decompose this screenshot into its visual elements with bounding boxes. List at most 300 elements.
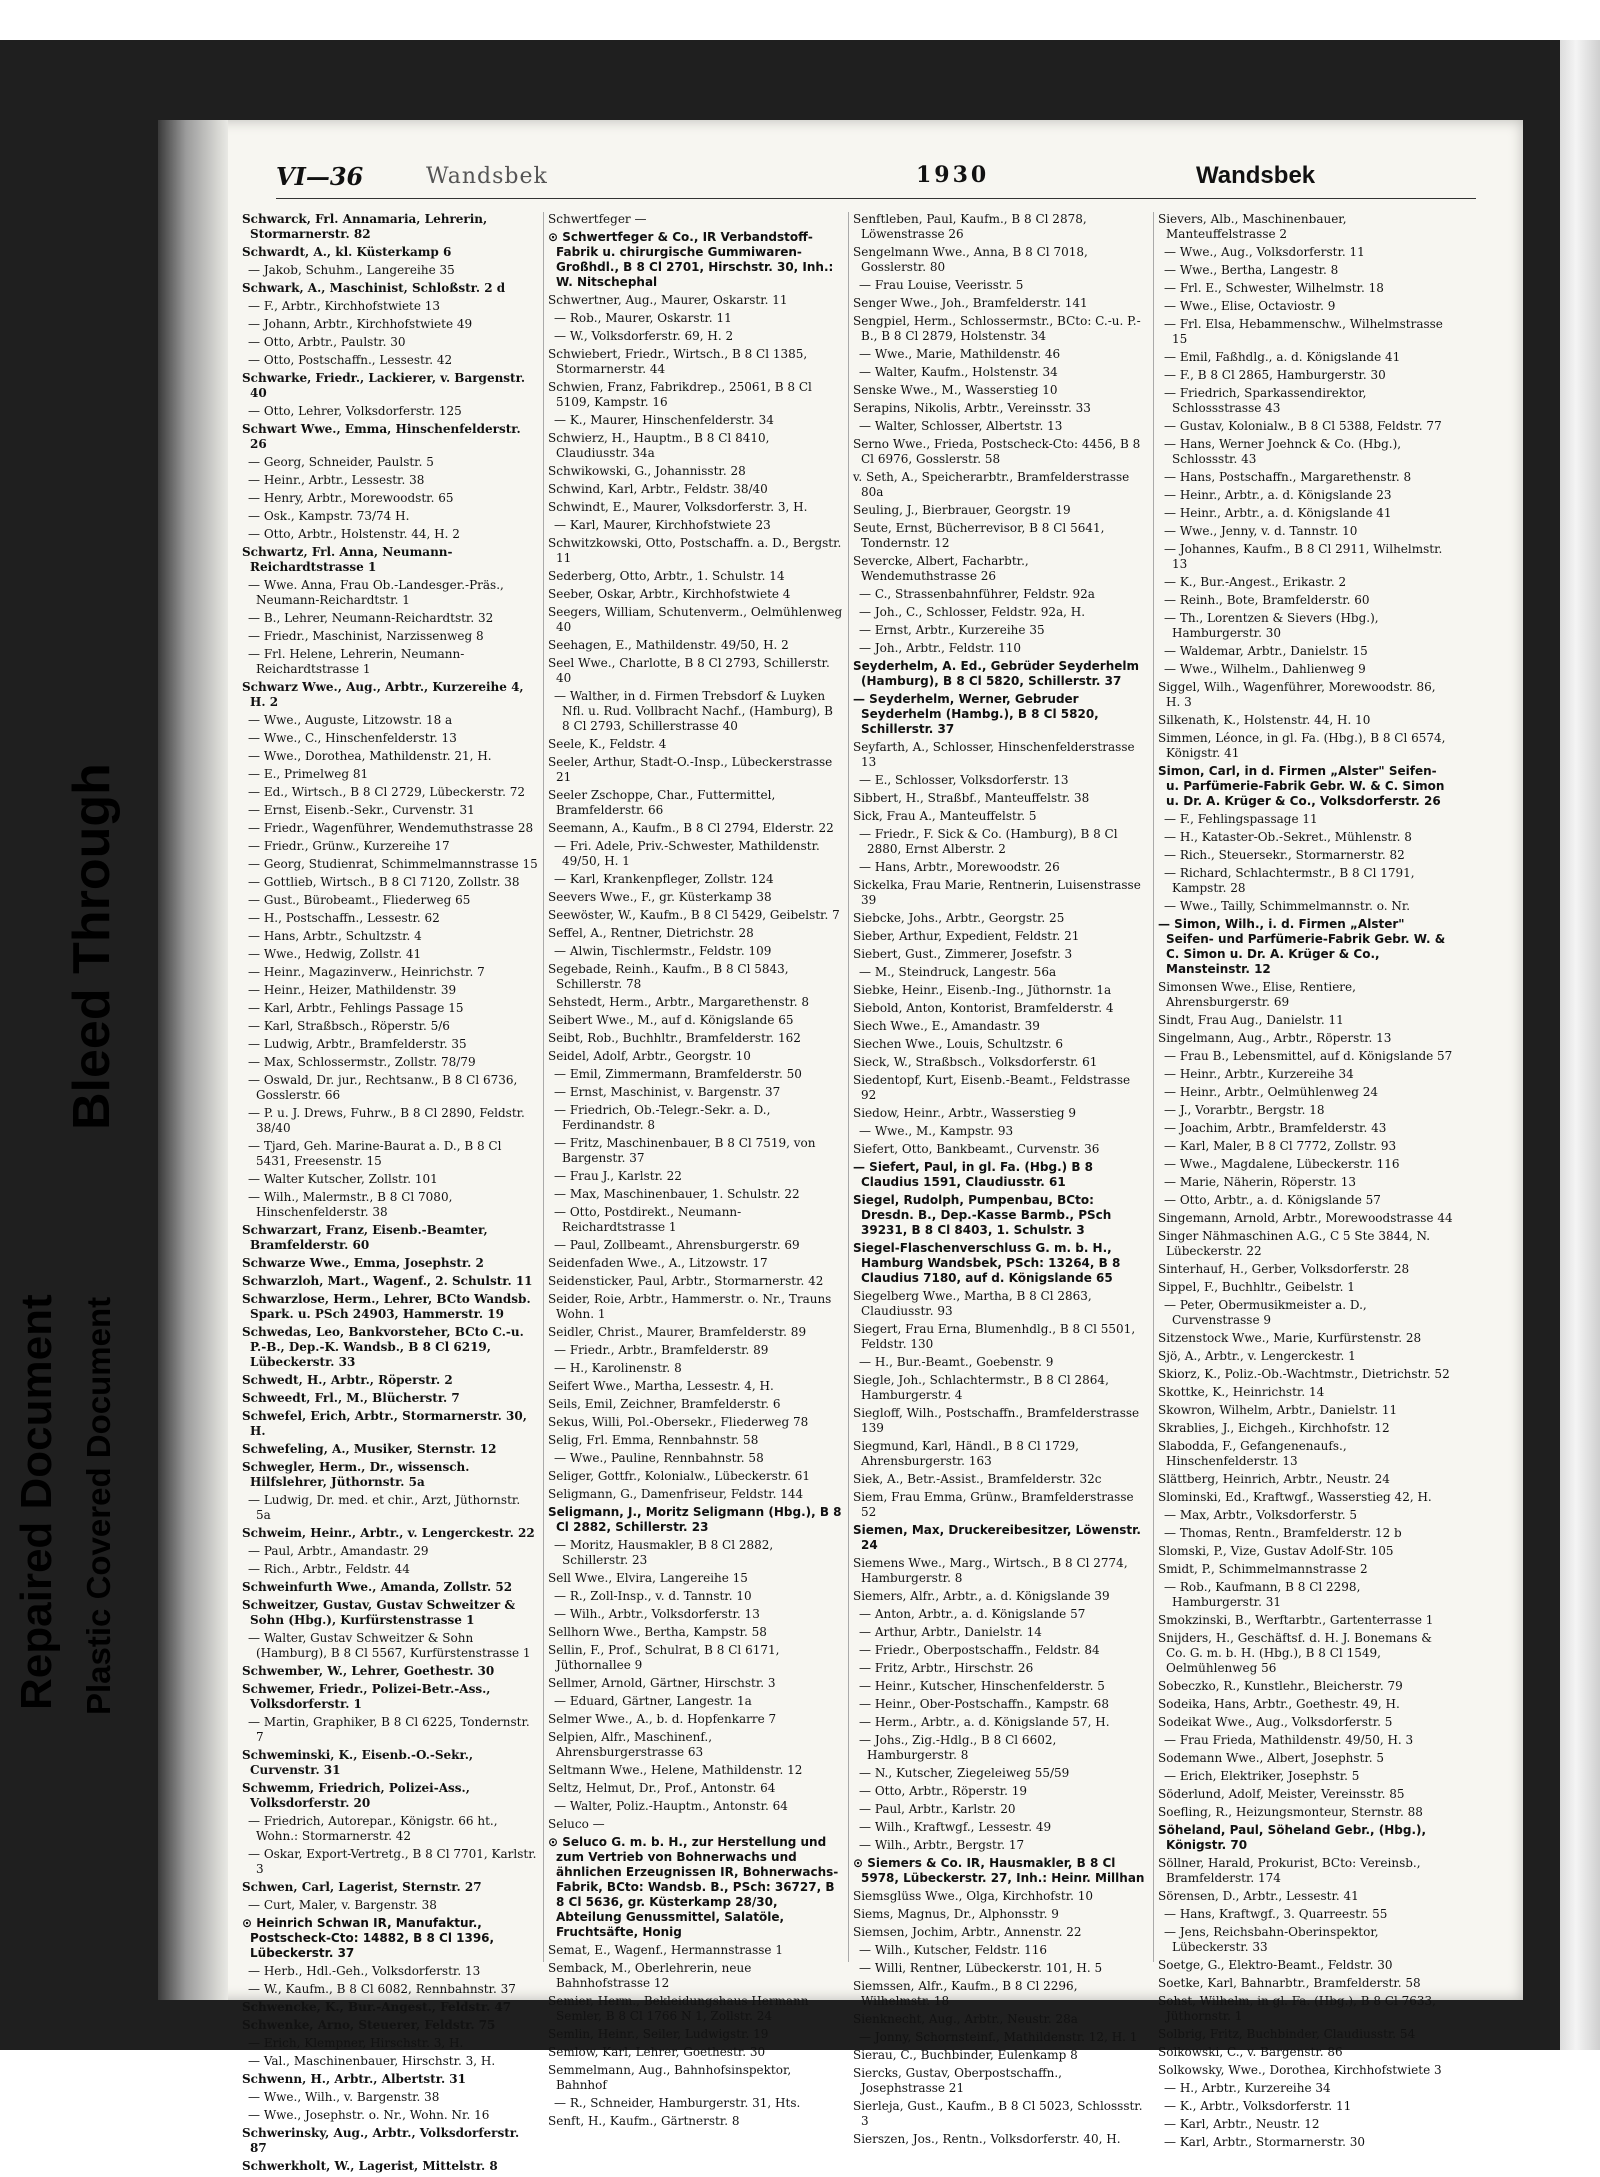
directory-entry: — Wwe., Josephstr. o. Nr., Wohn. Nr. 16 bbox=[248, 2108, 490, 2122]
directory-entry: — Willi, Rentner, Lübeckerstr. 101, H. 5 bbox=[859, 1961, 1103, 1975]
directory-entry: Schwarzart, Franz, Eisenb.-Beamter, Bramfelderstr. 60 bbox=[242, 1223, 488, 1252]
directory-entry: — E., Schlosser, Volksdorferstr. 13 bbox=[859, 773, 1069, 787]
page-number: VI—36 bbox=[276, 162, 364, 191]
directory-entry: Schwikowski, G., Johannisstr. 28 bbox=[548, 464, 746, 478]
directory-entry: Smokzinski, B., Werftarbtr., Gartenterrasse 1 bbox=[1158, 1613, 1434, 1627]
directory-entry: — Wwe., Pauline, Rennbahnstr. 58 bbox=[554, 1451, 764, 1465]
directory-entry: — Wwe., Auguste, Litzowstr. 18 a bbox=[248, 713, 453, 727]
directory-entry: Schwedas, Leo, Bankvorsteher, BCto C.-u. P.-B., Dep.-K. Wandsb., B 8 Cl 6219, Lübeckerstr. 33 bbox=[242, 1325, 524, 1369]
directory-entry: Semlin, Heinr., Seiler, Ludwigstr. 19 bbox=[548, 2027, 769, 2041]
directory-entry: Schwarzloh, Mart., Wagenf., 2. Schulstr. 11 bbox=[242, 1274, 533, 1288]
directory-entry: — Arthur, Arbtr., Danielstr. 14 bbox=[859, 1625, 1042, 1639]
directory-entry: Senft, H., Kaufm., Gärtnerstr. 8 bbox=[548, 2114, 740, 2128]
directory-entry: — Wilh., Arbtr., Bergstr. 17 bbox=[859, 1838, 1025, 1852]
directory-entry: — K., Arbtr., Volksdorferstr. 11 bbox=[1164, 2099, 1352, 2113]
directory-entry: Solkowski, C., v. Bargenstr. 86 bbox=[1158, 2045, 1343, 2059]
directory-entry: Schwarke, Friedr., Lackierer, v. Bargenstr. 40 bbox=[242, 371, 525, 400]
directory-entry: Seel Wwe., Charlotte, B 8 Cl 2793, Schillerstr. 40 bbox=[548, 656, 830, 685]
page-edge-strip bbox=[1560, 40, 1600, 2050]
directory-entry: — Karl, Maler, B 8 Cl 7772, Zollstr. 93 bbox=[1164, 1139, 1397, 1153]
directory-entry: Schwerkholt, W., Lagerist, Mittelstr. 8 bbox=[242, 2159, 498, 2173]
directory-entry: Seibert Wwe., M., auf d. Königslande 65 bbox=[548, 1013, 794, 1027]
directory-entry: Sick, Frau A., Manteuffelstr. 5 bbox=[853, 809, 1037, 823]
directory-entry: — Hans, Werner Joehnck & Co. (Hbg.), Schlossstr. 43 bbox=[1164, 437, 1402, 466]
directory-entry: — Alwin, Tischlermstr., Feldstr. 109 bbox=[554, 944, 772, 958]
directory-entry: ⊙ Schwertfeger & Co., IR Verbandstoff-Fabrik u. chirurgische Gummiwaren-Großhdl., B 8 Cl 2701, Hirschstr. 30, Inh.: W. Nitschephal bbox=[548, 230, 834, 289]
directory-entry: — Karl, Arbtr., Stormarnerstr. 30 bbox=[1164, 2135, 1366, 2149]
directory-entry: — Karl, Maurer, Kirchhofstwiete 23 bbox=[554, 518, 771, 532]
directory-entry: Seifert Wwe., Martha, Lessestr. 4, H. bbox=[548, 1379, 774, 1393]
directory-entry: — F., Arbtr., Kirchhofstwiete 13 bbox=[248, 299, 441, 313]
directory-entry: ⊙ Siemers & Co. IR, Hausmakler, B 8 Cl 5978, Lübeckerstr. 27, Inh.: Heinr. Millhan bbox=[853, 1856, 1145, 1885]
directory-entry: — Tjard, Geh. Marine-Baurat a. D., B 8 Cl 5431, Freesenstr. 15 bbox=[248, 1139, 502, 1168]
directory-entry: — Heinr., Arbtr., Lessestr. 38 bbox=[248, 473, 425, 487]
directory-entry: Seidenfaden Wwe., A., Litzowstr. 17 bbox=[548, 1256, 768, 1270]
directory-entry: — Georg, Schneider, Paulstr. 5 bbox=[248, 455, 434, 469]
directory-entry: Seyderhelm, A. Ed., Gebrüder Seyderhelm (Hamburg), B 8 Cl 5820, Schillerstr. 37 bbox=[853, 659, 1140, 688]
directory-entry: — Oskar, Export-Vertretg., B 8 Cl 7701, Karlstr. 3 bbox=[248, 1847, 537, 1876]
directory-entry: Schwart Wwe., Emma, Hinschenfelderstr. 26 bbox=[242, 422, 521, 451]
directory-entry: — Friedr., Maschinist, Narzissenweg 8 bbox=[248, 629, 484, 643]
directory-entry: — Georg, Studienrat, Schimmelmannstrasse 15 bbox=[248, 857, 538, 871]
directory-entry: — Seyderhelm, Werner, Gebruder Seyderhelm (Hambg.), B 8 Cl 5820, Schillerstr. 37 bbox=[853, 692, 1099, 736]
directory-entry: Severcke, Albert, Facharbtr., Wendemuthstrasse 26 bbox=[853, 554, 1029, 583]
directory-entry: Siegmund, Karl, Händl., B 8 Cl 1729, Ahrensburgerstr. 163 bbox=[853, 1439, 1079, 1468]
directory-entry: Solbrig, Fritz, Buchbinder, Claudiusstr. 54 bbox=[1158, 2027, 1416, 2041]
directory-entry: — Johs., Zig.-Hdlg., B 8 Cl 6602, Hamburgerstr. 8 bbox=[859, 1733, 1057, 1762]
directory-entry: — Herb., Hdl.-Geh., Volksdorferstr. 13 bbox=[248, 1964, 481, 1978]
directory-entry: — Rich., Arbtr., Feldstr. 44 bbox=[248, 1562, 410, 1576]
directory-entry: Serno Wwe., Frieda, Postscheck-Cto: 4456, B 8 Cl 6976, Gosslerstr. 58 bbox=[853, 437, 1141, 466]
directory-entry: — Heinr., Heizer, Mathildenstr. 39 bbox=[248, 983, 457, 997]
directory-entry: Schwind, Karl, Arbtr., Feldstr. 38/40 bbox=[548, 482, 768, 496]
directory-entry: — Reinh., Bote, Bramfelderstr. 60 bbox=[1164, 593, 1370, 607]
directory-entry: Söllner, Harald, Prokurist, BCto: Vereinsb., Bramfelderstr. 174 bbox=[1158, 1856, 1421, 1885]
directory-entry: Sinterhauf, H., Gerber, Volksdorferstr. 28 bbox=[1158, 1262, 1410, 1276]
directory-entry: Siebold, Anton, Kontorist, Bramfelderstr. 4 bbox=[853, 1001, 1114, 1015]
directory-entry: — E., Primelweg 81 bbox=[248, 767, 369, 781]
directory-entry: Senftleben, Paul, Kaufm., B 8 Cl 2878, Löwenstrasse 26 bbox=[853, 212, 1087, 241]
directory-entry: Seeler, Arthur, Stadt-O.-Insp., Lübeckerstrasse 21 bbox=[548, 755, 833, 784]
directory-entry: Schwedt, H., Arbtr., Röperstr. 2 bbox=[242, 1373, 453, 1387]
directory-entry: Skowron, Wilhelm, Arbtr., Danielstr. 11 bbox=[1158, 1403, 1398, 1417]
directory-entry: — Wwe., Wilhelm., Dahlienweg 9 bbox=[1164, 662, 1366, 676]
directory-entry: ⊙ Heinrich Schwan IR, Manufaktur., Postscheck-Cto: 14882, B 8 Cl 1396, Lübeckerstr. 37 bbox=[242, 1916, 495, 1960]
directory-entry: — Thomas, Rentn., Bramfelderstr. 12 b bbox=[1164, 1526, 1402, 1540]
directory-entry: Siegloff, Wilh., Postschaffn., Bramfelderstrasse 139 bbox=[853, 1406, 1140, 1435]
directory-entry: — Paul, Arbtr., Karlstr. 20 bbox=[859, 1802, 1016, 1816]
directory-entry: Seffel, A., Rentner, Dietrichstr. 28 bbox=[548, 926, 754, 940]
directory-entry: Semback, M., Oberlehrerin, neue Bahnhofstrasse 12 bbox=[548, 1961, 752, 1990]
directory-entry: — Ludwig, Arbtr., Bramfelderstr. 35 bbox=[248, 1037, 467, 1051]
directory-entry: Söheland, Paul, Söheland Gebr., (Hbg.), Königstr. 70 bbox=[1158, 1823, 1427, 1852]
directory-entry: Seeler Zschoppe, Char., Futtermittel, Bramfelderstr. 66 bbox=[548, 788, 776, 817]
directory-entry: Sippel, F., Buchhltr., Geibelstr. 1 bbox=[1158, 1280, 1355, 1294]
directory-entry: — Ernst, Eisenb.-Sekr., Curvenstr. 31 bbox=[248, 803, 475, 817]
directory-entry: Semier, Herm., Bekleidungshaus Hermann Semler, B 8 Cl 1766 N 1, Zollstr. 24 bbox=[548, 1994, 809, 2023]
directory-entry: Seluco — bbox=[548, 1817, 605, 1831]
directory-entry: Seidensticker, Paul, Arbtr., Stormarnerstr. 42 bbox=[548, 1274, 824, 1288]
directory-entry: — W., Volksdorferstr. 69, H. 2 bbox=[554, 329, 734, 343]
directory-entry: Seehagen, E., Mathildenstr. 49/50, H. 2 bbox=[548, 638, 789, 652]
directory-entry: — Gustav, Kolonialw., B 8 Cl 5388, Feldstr. 77 bbox=[1164, 419, 1442, 433]
directory-column-3 bbox=[848, 212, 1148, 2146]
directory-entry: Siefert, Otto, Bankbeamt., Curvenstr. 36 bbox=[853, 1142, 1100, 1156]
page-header bbox=[276, 158, 1476, 199]
directory-entry: Soetge, G., Elektro-Beamt., Feldstr. 30 bbox=[1158, 1958, 1393, 1972]
directory-entry: Siggel, Wilh., Wagenführer, Morewoodstr. 86, H. 3 bbox=[1158, 680, 1436, 709]
directory-entry: Seligmann, J., Moritz Seligmann (Hbg.), B 8 Cl 2882, Schillerstr. 23 bbox=[548, 1505, 842, 1534]
directory-entry: — Karl, Krankenpfleger, Zollstr. 124 bbox=[554, 872, 774, 886]
directory-entry: — H., Karolinenstr. 8 bbox=[554, 1361, 682, 1375]
directory-entry: Sengelmann Wwe., Anna, B 8 Cl 7018, Gosslerstr. 80 bbox=[853, 245, 1088, 274]
directory-entry: Sierleja, Gust., Kaufm., B 8 Cl 5023, Schlossstr. 3 bbox=[853, 2099, 1143, 2128]
directory-entry: — Rich., Steuersekr., Stormarnerstr. 82 bbox=[1164, 848, 1405, 862]
directory-entry: Siemsen, Jochim, Arbtr., Annenstr. 22 bbox=[853, 1925, 1082, 1939]
directory-entry: Sibbert, H., Straßbf., Manteuffelstr. 38 bbox=[853, 791, 1090, 805]
directory-entry: Schwartz, Frl. Anna, Neumann-Reichardtstrasse 1 bbox=[242, 545, 453, 574]
directory-entry: Siegel, Rudolph, Pumpenbau, BCto: Dresdn. B., Dep.-Kasse Barmb., PSch 39231, B 8 Cl 8403, 1. Schulstr. 3 bbox=[853, 1193, 1112, 1237]
directory-entry: — Wilh., Kraftwgf., Lessestr. 49 bbox=[859, 1820, 1052, 1834]
directory-entry: Sickelka, Frau Marie, Rentnerin, Luisenstrasse 39 bbox=[853, 878, 1141, 907]
directory-entry: — Heinr., Kutscher, Hinschenfelderstr. 5 bbox=[859, 1679, 1105, 1693]
directory-entry: — Heinr., Arbtr., Kurzereihe 34 bbox=[1164, 1067, 1354, 1081]
directory-entry: Sieber, Arthur, Expedient, Feldstr. 21 bbox=[853, 929, 1080, 943]
directory-entry: Sellin, F., Prof., Schulrat, B 8 Cl 6171, Jüthornallee 9 bbox=[548, 1643, 780, 1672]
directory-entry: — Frl. Helene, Lehrerin, Neumann-Reichardtstrasse 1 bbox=[248, 647, 465, 676]
directory-entry: — Wwe., M., Kampstr. 93 bbox=[859, 1124, 1014, 1138]
directory-entry: — Curt, Maler, v. Bargenstr. 38 bbox=[248, 1898, 437, 1912]
directory-entry: Sekus, Willi, Pol.-Obersekr., Fliederweg 78 bbox=[548, 1415, 809, 1429]
directory-entry: — Friedr., Grünw., Kurzereihe 17 bbox=[248, 839, 450, 853]
directory-entry: Solkowsky, Wwe., Dorothea, Kirchhofstwiete 3 bbox=[1158, 2063, 1442, 2077]
directory-entry: Schwenke, Arno, Steuerer, Feldstr. 75 bbox=[242, 2018, 496, 2032]
directory-entry: — Heinr., Arbtr., a. d. Königslande 23 bbox=[1164, 488, 1392, 502]
directory-entry: Schwarze Wwe., Emma, Josephstr. 2 bbox=[242, 1256, 484, 1270]
directory-entry: Schwarzlose, Herm., Lehrer, BCto Wandsb. Spark. u. PSch 24903, Hammerstr. 19 bbox=[242, 1292, 531, 1321]
directory-entry: Sellmer, Arnold, Gärtner, Hirschstr. 3 bbox=[548, 1676, 776, 1690]
directory-entry: — K., Bur.-Angest., Erikastr. 2 bbox=[1164, 575, 1347, 589]
directory-entry: — Frau J., Karlstr. 22 bbox=[554, 1169, 682, 1183]
directory-entry: Schwerinsky, Aug., Arbtr., Volksdorferstr. 87 bbox=[242, 2126, 520, 2155]
directory-entry: Singemann, Arnold, Arbtr., Morewoodstrasse 44 bbox=[1158, 1211, 1453, 1225]
directory-entry: Seevers Wwe., F., gr. Küsterkamp 38 bbox=[548, 890, 772, 904]
directory-entry: — Max, Maschinenbauer, 1. Schulstr. 22 bbox=[554, 1187, 800, 1201]
directory-entry: — Otto, Postschaffn., Lessestr. 42 bbox=[248, 353, 453, 367]
directory-entry: Seele, K., Feldstr. 4 bbox=[548, 737, 667, 751]
directory-entry: Siercks, Gustav, Oberpostschaffn., Josephstrasse 21 bbox=[853, 2066, 1062, 2095]
directory-entry: — H., Postschaffn., Lessestr. 62 bbox=[248, 911, 440, 925]
directory-entry: — Walter Kutscher, Zollstr. 101 bbox=[248, 1172, 438, 1186]
directory-entry: — Otto, Arbtr., Röperstr. 19 bbox=[859, 1784, 1027, 1798]
directory-entry: — Joachim, Arbtr., Bramfelderstr. 43 bbox=[1164, 1121, 1387, 1135]
directory-entry: — R., Zoll-Insp., v. d. Tannstr. 10 bbox=[554, 1589, 752, 1603]
directory-entry: — Walter, Gustav Schweitzer & Sohn (Hamburg), B 8 Cl 5567, Kurfürstenstrasse 1 bbox=[248, 1631, 531, 1660]
directory-entry: Siegert, Frau Erna, Blumenhdlg., B 8 Cl 5501, Feldstr. 130 bbox=[853, 1322, 1136, 1351]
directory-entry: — Wwe., Jenny, v. d. Tannstr. 10 bbox=[1164, 524, 1358, 538]
directory-entry: Selpien, Alfr., Maschinenf., Ahrensburgerstrasse 63 bbox=[548, 1730, 713, 1759]
directory-entry: Sengpiel, Herm., Schlossermstr., BCto: C.-u. P.-B., B 8 Cl 2879, Holstenstr. 34 bbox=[853, 314, 1141, 343]
directory-column-1 bbox=[238, 212, 538, 2173]
directory-entry: Sederberg, Otto, Arbtr., 1. Schulstr. 14 bbox=[548, 569, 785, 583]
bleed-through-label: Bleed Through bbox=[63, 763, 121, 1130]
directory-entry: Smidt, P., Schimmelmannstrasse 2 bbox=[1158, 1562, 1368, 1576]
directory-entry: — Heinr., Magazinverw., Heinrichstr. 7 bbox=[248, 965, 485, 979]
directory-entry: Slominski, Ed., Kraftwgf., Wasserstieg 42, H. bbox=[1158, 1490, 1432, 1504]
directory-entry: Semlow, Karl, Lehrer, Goethestr. 30 bbox=[548, 2045, 766, 2059]
directory-entry: Skrablies, J., Eichgeh., Kirchhofstr. 12 bbox=[1158, 1421, 1390, 1435]
directory-entry: Seegers, William, Schutenverm., Oelmühlenweg 40 bbox=[548, 605, 843, 634]
directory-entry: — Wwe., Aug., Volksdorferstr. 11 bbox=[1164, 245, 1365, 259]
directory-entry: — Otto, Postdirekt., Neumann-Reichardtstrasse 1 bbox=[554, 1205, 742, 1234]
directory-entry: — F., Fehlingspassage 11 bbox=[1164, 812, 1318, 826]
directory-entry: Selig, Frl. Emma, Rennbahnstr. 58 bbox=[548, 1433, 759, 1447]
directory-entry: — M., Steindruck, Langestr. 56a bbox=[859, 965, 1057, 979]
directory-entry: Seute, Ernst, Bücherrevisor, B 8 Cl 5641, Tondernstr. 12 bbox=[853, 521, 1105, 550]
directory-entry: Siebert, Gust., Zimmerer, Josefstr. 3 bbox=[853, 947, 1073, 961]
directory-entry: Seltmann Wwe., Helene, Mathildenstr. 12 bbox=[548, 1763, 803, 1777]
directory-entry: Schwark, A., Maschinist, Schloßstr. 2 d bbox=[242, 281, 506, 295]
directory-entry: Semat, E., Wagenf., Hermannstrasse 1 bbox=[548, 1943, 783, 1957]
directory-entry: Schweedt, Frl., M., Blücherstr. 7 bbox=[242, 1391, 460, 1405]
directory-entry: Simmen, Léonce, in gl. Fa. (Hbg.), B 8 Cl 6574, Königstr. 41 bbox=[1158, 731, 1446, 760]
directory-entry: — Joh., Arbtr., Feldstr. 110 bbox=[859, 641, 1022, 655]
directory-entry: Schwarz Wwe., Aug., Arbtr., Kurzereihe 4, H. 2 bbox=[242, 680, 524, 709]
directory-entry: — Walther, in d. Firmen Trebsdorf & Luyken Nfl. u. Rud. Vollbracht Nachf., (Hamburg), B 8 Cl 2793, Schillerstrasse 40 bbox=[554, 689, 833, 733]
directory-entry: — Wwe., C., Hinschenfelderstr. 13 bbox=[248, 731, 457, 745]
directory-entry: — Ernst, Arbtr., Kurzereihe 35 bbox=[859, 623, 1045, 637]
directory-entry: — Erich, Elektriker, Josephstr. 5 bbox=[1164, 1769, 1360, 1783]
directory-entry: Siebcke, Johs., Arbtr., Georgstr. 25 bbox=[853, 911, 1065, 925]
directory-entry: — Ludwig, Dr. med. et chir., Arzt, Jüthornstr. 5a bbox=[248, 1493, 521, 1522]
directory-entry: — Fritz, Arbtr., Hirschstr. 26 bbox=[859, 1661, 1034, 1675]
directory-entry: — Simon, Wilh., i. d. Firmen „Alster" Seifen- und Parfümerie-Fabrik Gebr. W. & C. Simon u. Dr. A. Krüger & Co., Mansteinstr. 12 bbox=[1158, 917, 1446, 976]
directory-entry: — W., Kaufm., B 8 Cl 6082, Rennbahnstr. 37 bbox=[248, 1982, 516, 1996]
directory-entry: — Otto, Arbtr., a. d. Königslande 57 bbox=[1164, 1193, 1381, 1207]
directory-entry: Siegel-Flaschenverschluss G. m. b. H., Hamburg Wandsbek, PSch: 13264, B 8 Claudius 7180, auf d. Königslande 65 bbox=[853, 1241, 1121, 1285]
directory-entry: v. Seth, A., Speicherarbtr., Bramfelderstrasse 80a bbox=[853, 470, 1130, 499]
directory-entry: Sodeikat Wwe., Aug., Volksdorferstr. 5 bbox=[1158, 1715, 1393, 1729]
directory-entry: Siemsglüss Wwe., Olga, Kirchhofstr. 10 bbox=[853, 1889, 1094, 1903]
directory-entry: — Joh., C., Schlosser, Feldstr. 92a, H. bbox=[859, 605, 1086, 619]
directory-entry: — Herm., Arbtr., a. d. Königslande 57, H. bbox=[859, 1715, 1110, 1729]
directory-entry: Serapins, Nikolis, Arbtr., Vereinsstr. 33 bbox=[853, 401, 1091, 415]
plastic-covered-label: Plastic Covered Document bbox=[80, 1296, 117, 1715]
directory-entry: Schwiebert, Friedr., Wirtsch., B 8 Cl 1385, Stormarnerstr. 44 bbox=[548, 347, 808, 376]
directory-entry: Schweitzer, Gustav, Gustav Schweitzer & Sohn (Hbg.), Kurfürstenstrasse 1 bbox=[242, 1598, 516, 1627]
directory-entry: Singelmann, Aug., Arbtr., Röperstr. 13 bbox=[1158, 1031, 1392, 1045]
directory-entry: Seils, Emil, Zeichner, Bramfelderstr. 6 bbox=[548, 1397, 781, 1411]
directory-entry: Seeber, Oskar, Arbtr., Kirchhofstwiete 4 bbox=[548, 587, 791, 601]
directory-entry: — Friedrich, Ob.-Telegr.-Sekr. a. D., Ferdinandstr. 8 bbox=[554, 1103, 771, 1132]
directory-columns bbox=[238, 212, 1508, 2173]
directory-entry: — Johannes, Kaufm., B 8 Cl 2911, Wilhelmstr. 13 bbox=[1164, 542, 1443, 571]
directory-entry: Soefling, R., Heizungsmonteur, Sternstr. 88 bbox=[1158, 1805, 1423, 1819]
directory-entry: Soetke, Karl, Bahnarbtr., Bramfelderstr. 58 bbox=[1158, 1976, 1421, 1990]
directory-entry: Sitzenstock Wwe., Marie, Kurfürstenstr. 28 bbox=[1158, 1331, 1422, 1345]
directory-entry: — Martin, Graphiker, B 8 Cl 6225, Tondernstr. 7 bbox=[248, 1715, 530, 1744]
directory-entry: Siek, A., Betr.-Assist., Bramfelderstr. 32c bbox=[853, 1472, 1102, 1486]
directory-entry: — Karl, Straßbsch., Röperstr. 5/6 bbox=[248, 1019, 450, 1033]
directory-entry: — C., Strassenbahnführer, Feldstr. 92a bbox=[859, 587, 1095, 601]
directory-entry: Seidel, Adolf, Arbtr., Georgstr. 10 bbox=[548, 1049, 751, 1063]
directory-entry: — Friedr., Arbtr., Bramfelderstr. 89 bbox=[554, 1343, 769, 1357]
directory-entry: Schwardt, A., kl. Küsterkamp 6 bbox=[242, 245, 452, 259]
directory-entry: Siedow, Heinr., Arbtr., Wasserstieg 9 bbox=[853, 1106, 1076, 1120]
directory-entry: — Ernst, Maschinist, v. Bargenstr. 37 bbox=[554, 1085, 781, 1099]
directory-entry: — Jonny, Schornsteinf., Mathildenstr. 12, H. 1 bbox=[859, 2030, 1138, 2044]
directory-entry: — H., Arbtr., Kurzereihe 34 bbox=[1164, 2081, 1331, 2095]
directory-entry: — Eduard, Gärtner, Langestr. 1a bbox=[554, 1694, 752, 1708]
directory-entry: — Karl, Arbtr., Fehlings Passage 15 bbox=[248, 1001, 464, 1015]
directory-entry: Seider, Roie, Arbtr., Hammerstr. o. Nr., Trauns Wohn. 1 bbox=[548, 1292, 832, 1321]
directory-entry: — B., Lehrer, Neumann-Reichardtstr. 32 bbox=[248, 611, 494, 625]
directory-entry: Sodeika, Hans, Arbtr., Goethestr. 49, H. bbox=[1158, 1697, 1400, 1711]
directory-entry: — J., Vorarbtr., Bergstr. 18 bbox=[1164, 1103, 1325, 1117]
directory-entry: — Wwe., Hedwig, Zollstr. 41 bbox=[248, 947, 422, 961]
running-head: Wandsbek bbox=[426, 164, 548, 189]
directory-entry: Schwarck, Frl. Annamaria, Lehrerin, Stormarnerstr. 82 bbox=[242, 212, 488, 241]
directory-entry: Seyfarth, A., Schlosser, Hinschenfelderstrasse 13 bbox=[853, 740, 1135, 769]
directory-entry: — P. u. J. Drews, Fuhrw., B 8 Cl 2890, Feldstr. 38/40 bbox=[248, 1106, 525, 1135]
directory-entry: — R., Schneider, Hamburgerstr. 31, Hts. bbox=[554, 2096, 801, 2110]
directory-entry: Siemens Wwe., Marg., Wirtsch., B 8 Cl 2774, Hamburgerstr. 8 bbox=[853, 1556, 1128, 1585]
directory-entry: Schwitzkowski, Otto, Postschaffn. a. D., Bergstr. 11 bbox=[548, 536, 842, 565]
directory-entry: — H., Bur.-Beamt., Goebenstr. 9 bbox=[859, 1355, 1054, 1369]
directory-entry: Sierszen, Jos., Rentn., Volksdorferstr. 40, H. bbox=[853, 2132, 1121, 2146]
directory-entry: Seidler, Christ., Maurer, Bramfelderstr. 89 bbox=[548, 1325, 807, 1339]
directory-entry: — Jakob, Schuhm., Langereihe 35 bbox=[248, 263, 455, 277]
directory-entry: — Walter, Schlosser, Albertstr. 13 bbox=[859, 419, 1063, 433]
directory-entry: — Frau B., Lebensmittel, auf d. Königslande 57 bbox=[1164, 1049, 1453, 1063]
directory-entry: — Hans, Arbtr., Schultzstr. 4 bbox=[248, 929, 422, 943]
directory-entry: Schwemer, Friedr., Polizei-Betr.-Ass., Volksdorferstr. 1 bbox=[242, 1682, 491, 1711]
directory-entry: Slättberg, Heinrich, Arbtr., Neustr. 24 bbox=[1158, 1472, 1390, 1486]
directory-entry: Segebade, Reinh., Kaufm., B 8 Cl 5843, Schillerstr. 78 bbox=[548, 962, 789, 991]
directory-entry: — N., Kutscher, Ziegeleiweg 55/59 bbox=[859, 1766, 1070, 1780]
directory-entry: Siech Wwe., E., Amandastr. 39 bbox=[853, 1019, 1040, 1033]
directory-entry: Sohst, Wilhelm, in gl. Fa. (Hbg.), B 8 Cl 7633, Jüthornstr. 1 bbox=[1158, 1994, 1436, 2023]
directory-entry: Slomski, P., Vize, Gustav Adolf-Str. 105 bbox=[1158, 1544, 1394, 1558]
directory-entry: Skiorz, K., Poliz.-Ob.-Wachtmstr., Dietrichstr. 52 bbox=[1158, 1367, 1450, 1381]
directory-entry: Sindt, Frau Aug., Danielstr. 11 bbox=[1158, 1013, 1344, 1027]
directory-entry: — Jens, Reichsbahn-Oberinspektor, Lübeckerstr. 33 bbox=[1164, 1925, 1379, 1954]
directory-entry: — F., B 8 Cl 2865, Hamburgerstr. 30 bbox=[1164, 368, 1386, 382]
directory-entry: Siemssen, Alfr., Kaufm., B 8 Cl 2296, Wilhelmstr. 18 bbox=[853, 1979, 1078, 2008]
directory-entry: — Friedrich, Sparkassendirektor, Schlossstrasse 43 bbox=[1164, 386, 1367, 415]
directory-entry: Sellhorn Wwe., Bertha, Kampstr. 58 bbox=[548, 1625, 767, 1639]
directory-entry: — Wwe., Magdalene, Lübeckerstr. 116 bbox=[1164, 1157, 1400, 1171]
directory-entry: Simon, Carl, in d. Firmen „Alster" Seifen- u. Parfümerie-Fabrik Gebr. W. & C. Simon u. Dr. A. Krüger & Co., Volksdorferstr. 26 bbox=[1158, 764, 1445, 808]
directory-entry: — Rob., Kaufmann, B 8 Cl 2298, Hamburgerstr. 31 bbox=[1164, 1580, 1361, 1609]
directory-entry: Senske Wwe., M., Wasserstieg 10 bbox=[853, 383, 1058, 397]
directory-entry: Schwertfeger — bbox=[548, 212, 647, 226]
directory-entry: Siegle, Joh., Schlachtermstr., B 8 Cl 2864, Hamburgerstr. 4 bbox=[853, 1373, 1109, 1402]
directory-entry: Schwenn, H., Arbtr., Albertstr. 31 bbox=[242, 2072, 466, 2086]
directory-entry: — Otto, Arbtr., Holstenstr. 44, H. 2 bbox=[248, 527, 460, 541]
directory-entry: — Friedr., Wagenführer, Wendemuthstrasse 28 bbox=[248, 821, 534, 835]
directory-entry: — Erich, Klempner, Hirschstr. 3, H. bbox=[248, 2036, 464, 2050]
directory-entry: — Paul, Arbtr., Amandastr. 29 bbox=[248, 1544, 429, 1558]
directory-entry: — Wwe., Dorothea, Mathildenstr. 21, H. bbox=[248, 749, 492, 763]
directory-entry: — Friedrich, Autorepar., Königstr. 66 ht., Wohn.: Stormarnerstr. 42 bbox=[248, 1814, 498, 1843]
directory-entry: Schweminski, K., Eisenb.-O.-Sekr., Curvenstr. 31 bbox=[242, 1748, 474, 1777]
directory-entry: — Paul, Zollbeamt., Ahrensburgerstr. 69 bbox=[554, 1238, 800, 1252]
directory-entry: Sehstedt, Herm., Arbtr., Margarethenstr. 8 bbox=[548, 995, 810, 1009]
directory-entry: Siegelberg Wwe., Martha, B 8 Cl 2863, Claudiusstr. 93 bbox=[853, 1289, 1092, 1318]
directory-entry: Siebke, Heinr., Eisenb.-Ing., Jüthornstr. 1a bbox=[853, 983, 1112, 997]
directory-entry: Seuling, J., Bierbrauer, Georgstr. 19 bbox=[853, 503, 1071, 517]
directory-entry: — Peter, Obermusikmeister a. D., Curvenstrasse 9 bbox=[1164, 1298, 1367, 1327]
directory-entry: Skottke, K., Heinrichstr. 14 bbox=[1158, 1385, 1325, 1399]
directory-entry: Siechen Wwe., Louis, Schultzstr. 6 bbox=[853, 1037, 1063, 1051]
directory-entry: — Frau Frieda, Mathildenstr. 49/50, H. 3 bbox=[1164, 1733, 1414, 1747]
directory-entry: Seligmann, G., Damenfriseur, Feldstr. 144 bbox=[548, 1487, 804, 1501]
directory-entry: Schwefeling, A., Musiker, Sternstr. 12 bbox=[242, 1442, 497, 1456]
directory-entry: — Th., Lorentzen & Sievers (Hbg.), Hamburgerstr. 30 bbox=[1164, 611, 1379, 640]
directory-entry: — Ed., Wirtsch., B 8 Cl 2729, Lübeckerstr. 72 bbox=[248, 785, 525, 799]
directory-entry: — Fri. Adele, Priv.-Schwester, Mathildenstr. 49/50, H. 1 bbox=[554, 839, 820, 868]
directory-entry: Siems, Magnus, Dr., Alphonsstr. 9 bbox=[853, 1907, 1059, 1921]
directory-entry: Schwemm, Friedrich, Polizei-Ass., Volksdorferstr. 20 bbox=[242, 1781, 470, 1810]
directory-entry: Siemers, Alfr., Arbtr., a. d. Königslande 39 bbox=[853, 1589, 1110, 1603]
directory-entry: Silkenath, K., Holstenstr. 44, H. 10 bbox=[1158, 713, 1371, 727]
directory-entry: Simonsen Wwe., Elise, Rentiere, Ahrensburgerstr. 69 bbox=[1158, 980, 1356, 1009]
directory-page bbox=[158, 120, 1523, 2173]
directory-entry: — K., Maurer, Hinschenfelderstr. 34 bbox=[554, 413, 774, 427]
directory-entry: — Hans, Arbtr., Morewoodstr. 26 bbox=[859, 860, 1060, 874]
directory-entry: Schwien, Franz, Fabrikdrep., 25061, B 8 Cl 5109, Kampstr. 16 bbox=[548, 380, 812, 409]
directory-entry: Sjö, A., Arbtr., v. Lengerckestr. 1 bbox=[1158, 1349, 1356, 1363]
directory-entry: Singer Nähmaschinen A.G., C 5 Ste 3844, N. Lübeckerstr. 22 bbox=[1158, 1229, 1431, 1258]
directory-entry: Sörensen, D., Arbtr., Lessestr. 41 bbox=[1158, 1889, 1359, 1903]
directory-entry: — Walter, Poliz.-Hauptm., Antonstr. 64 bbox=[554, 1799, 788, 1813]
directory-entry: — Hans, Kraftwgf., 3. Quarreestr. 55 bbox=[1164, 1907, 1388, 1921]
directory-entry: Sell Wwe., Elvira, Langereihe 15 bbox=[548, 1571, 748, 1585]
directory-column-4 bbox=[1153, 212, 1453, 2149]
directory-entry: — Walter, Kaufm., Holstenstr. 34 bbox=[859, 365, 1058, 379]
directory-entry: Siedentopf, Kurt, Eisenb.-Beamt., Feldstrasse 92 bbox=[853, 1073, 1131, 1102]
directory-entry: Seliger, Gottfr., Kolonialw., Lübeckerstr. 61 bbox=[548, 1469, 810, 1483]
directory-entry: Seemann, A., Kaufm., B 8 Cl 2794, Elderstr. 22 bbox=[548, 821, 834, 835]
directory-entry: — Gust., Bürobeamt., Fliederweg 65 bbox=[248, 893, 471, 907]
directory-entry: Schwegler, Herm., Dr., wissensch. Hilfslehrer, Jüthornstr. 5a bbox=[242, 1460, 470, 1489]
directory-entry: — Friedr., Oberpostschaffn., Feldstr. 84 bbox=[859, 1643, 1100, 1657]
directory-entry: Seibt, Rob., Buchhltr., Bramfelderstr. 162 bbox=[548, 1031, 801, 1045]
directory-entry: — Wwe., Bertha, Langestr. 8 bbox=[1164, 263, 1339, 277]
directory-entry: Schwindt, E., Maurer, Volksdorferstr. 3, H. bbox=[548, 500, 808, 514]
directory-entry: Schweinfurth Wwe., Amanda, Zollstr. 52 bbox=[242, 1580, 513, 1594]
directory-entry: Snijders, H., Geschäftsf. d. H. J. Bonemans & Co. G. m. b. H. (Hbg.), B 8 Cl 1549, Oelmühlenweg 56 bbox=[1158, 1631, 1432, 1675]
directory-entry: — Hans, Postschaffn., Margarethenstr. 8 bbox=[1164, 470, 1412, 484]
directory-entry: — Otto, Lehrer, Volksdorferstr. 125 bbox=[248, 404, 462, 418]
directory-entry: ⊙ Seluco G. m. b. H., zur Herstellung und zum Vertrieb von Bohnerwachs und ähnlichen Erzeugnissen IR, Bohnerwachs-Fabrik, BCto: Wandsb. B., PSch: 36727, B 8 Cl 5636, gr. Küsterkamp 28/30, Abteilung Genussmittel, Salatöle, Fruchtsäfte, Honig bbox=[548, 1835, 839, 1939]
directory-entry: — Karl, Arbtr., Neustr. 12 bbox=[1164, 2117, 1320, 2131]
directory-entry: — Friedr., F. Sick & Co. (Hamburg), B 8 Cl 2880, Ernst Alberstr. 2 bbox=[859, 827, 1118, 856]
directory-entry: — Heinr., Ober-Postschaffn., Kampstr. 68 bbox=[859, 1697, 1109, 1711]
directory-entry: — Wilh., Kutscher, Feldstr. 116 bbox=[859, 1943, 1048, 1957]
directory-entry: — Osk., Kampstr. 73/74 H. bbox=[248, 509, 410, 523]
directory-entry: — Henry, Arbtr., Morewoodstr. 65 bbox=[248, 491, 454, 505]
directory-entry: Schwencke, K., Bur.-Angest., Feldstr. 47 bbox=[242, 2000, 512, 2014]
directory-entry: Senger Wwe., Joh., Bramfelderstr. 141 bbox=[853, 296, 1088, 310]
directory-column-2 bbox=[543, 212, 843, 2128]
directory-entry: — Waldemar, Arbtr., Danielstr. 15 bbox=[1164, 644, 1368, 658]
directory-entry: Sobeczko, R., Kunstlehr., Bleicherstr. 79 bbox=[1158, 1679, 1403, 1693]
directory-entry: Sieck, W., Straßbsch., Volksdorferstr. 61 bbox=[853, 1055, 1098, 1069]
directory-entry: Schwierz, H., Hauptm., B 8 Cl 8410, Claudiusstr. 34a bbox=[548, 431, 770, 460]
header-year: 1930 bbox=[916, 162, 990, 188]
